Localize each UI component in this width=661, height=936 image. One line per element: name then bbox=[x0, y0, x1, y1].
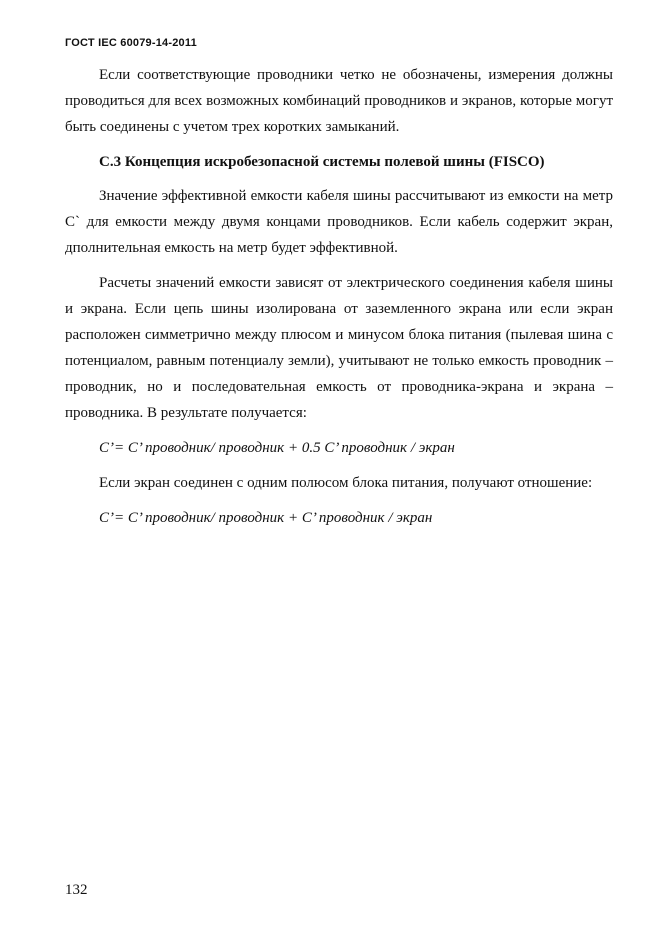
formula-symmetric: С’= С’ проводник/ проводник + 0.5 С’ проводник / экран bbox=[99, 440, 455, 456]
page-number: 132 bbox=[65, 882, 88, 898]
paragraph-effective-capacitance: Значение эффективной емкости кабеля шины рассчитывают из емкости на метр С` для емкости между двумя концами проводников. Если кабель содержит экран, дполнительная емкость на метр будет эффективной. bbox=[65, 188, 613, 256]
paragraph-gap bbox=[65, 261, 613, 270]
paragraph-gap bbox=[65, 426, 613, 435]
page-body bbox=[65, 62, 613, 531]
paragraph-gap bbox=[65, 496, 613, 505]
section-heading: С.3 Концепция искробезопасной системы полевой шины (FISCO) bbox=[99, 154, 545, 170]
paragraph-shield-connected: Если экран соединен с одним полюсом блока питания, получают отношение: bbox=[99, 475, 593, 491]
paragraph-measurement: Если соответствующие проводники четко не обозначены, измерения должны проводиться для всех возможных комбинаций проводников и экранов, которые могут быть соединены с учетом трех коротких замыканий. bbox=[65, 67, 613, 135]
formula-one-pole: С’= С’ проводник/ проводник + С’ проводник / экран bbox=[99, 510, 433, 526]
paragraph-gap bbox=[65, 461, 613, 470]
document-header: ГОСТ IEC 60079-14-2011 bbox=[65, 37, 197, 49]
paragraph-capacitance-calculation: Расчеты значений емкости зависят от электрического соединения кабеля шины и экрана. Если цепь шины изолирована от заземленного экрана или если экран расположен симметрично между плюсом и минусом блока питания (пылевая шина с потенциалом, равным потенциалу земли), учитывают не только емкость проводник – проводник, но и последовательная емкость от проводника-экрана и экрана – проводника. В результате получается: bbox=[65, 275, 613, 421]
